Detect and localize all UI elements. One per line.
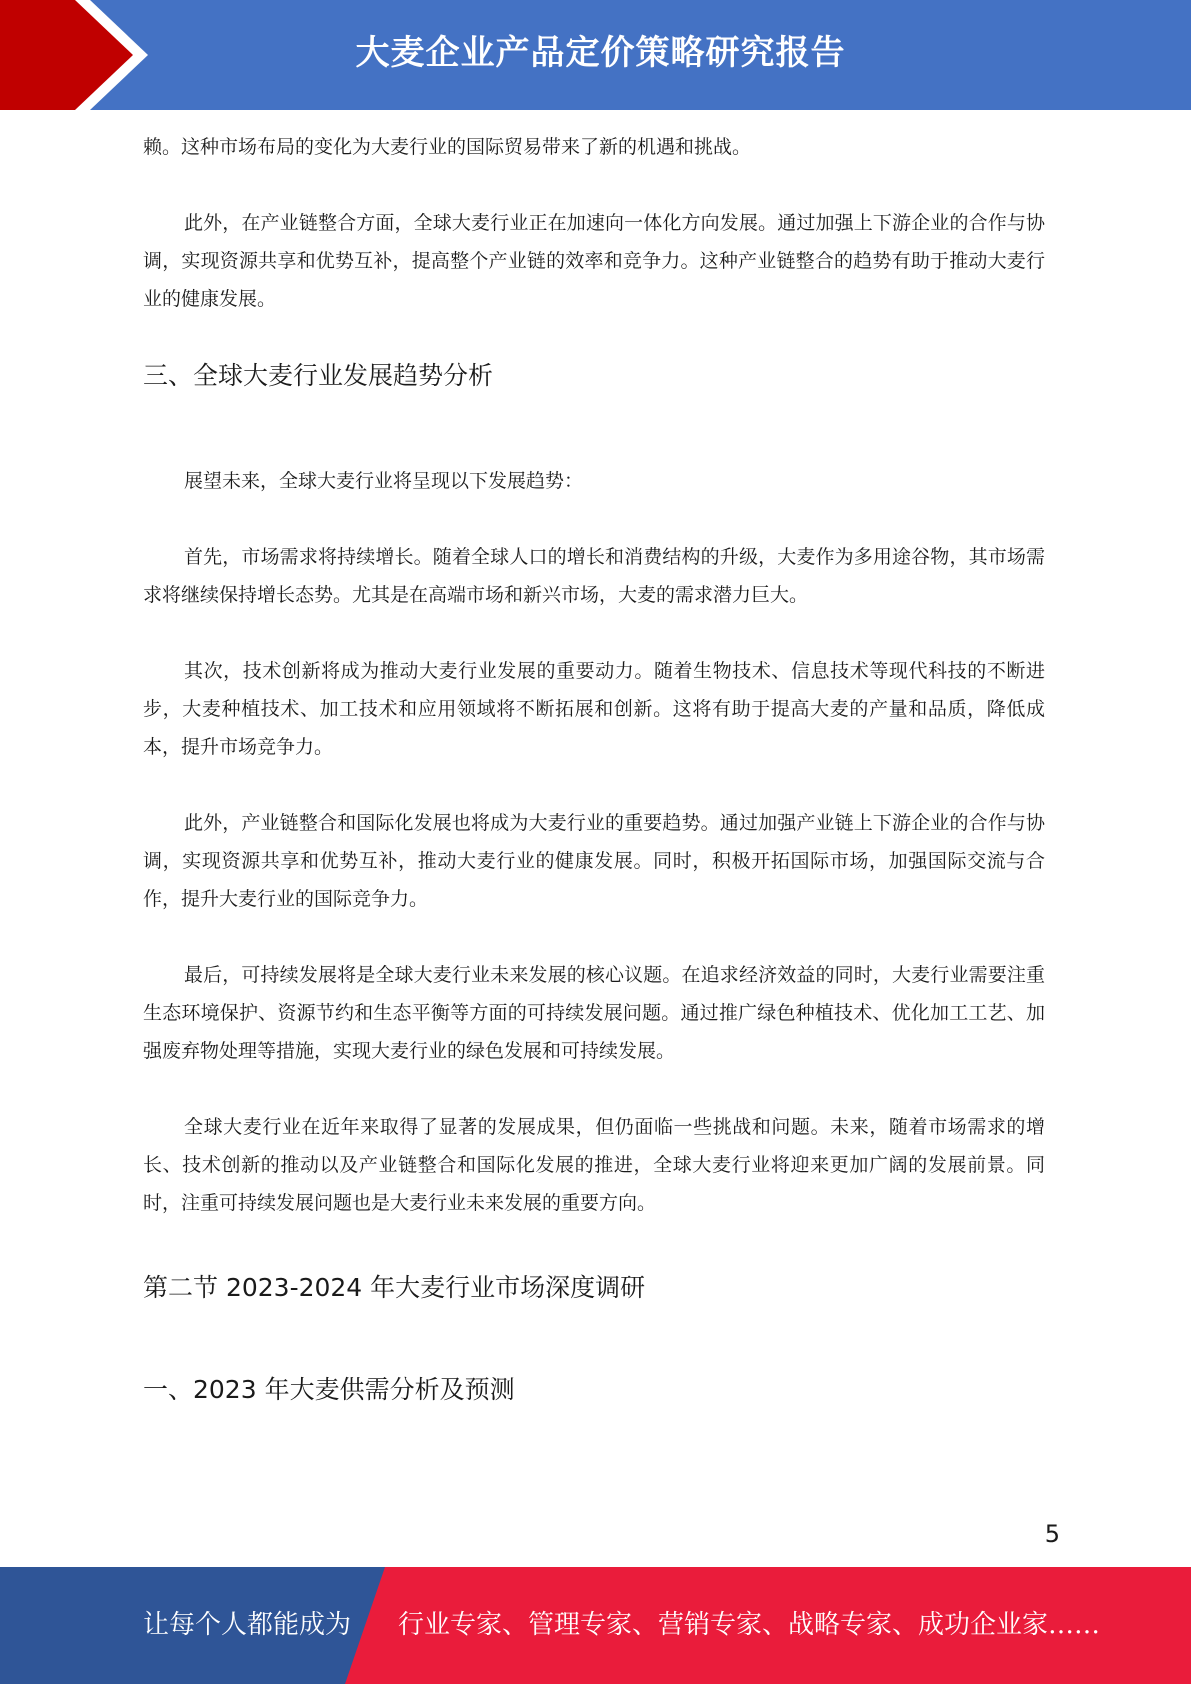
- paragraph: 全球大麦行业在近年来取得了显著的发展成果，但仍面临一些挑战和问题。未来，随着市场需求的增长、技术创新的推动以及产业链整合和国际化发展的推进，全球大麦行业将迎来更加广阔的发展前景。同时，注重可持续发展问题也是大麦行业未来发展的重要方向。: [143, 1116, 1045, 1214]
- paragraph: 最后，可持续发展将是全球大麦行业未来发展的核心议题。在追求经济效益的同时，大麦行业需要注重生态环境保护、资源节约和生态平衡等方面的可持续发展问题。通过推广绿色种植技术、优化加工工艺、加强废弃物处理等措施，实现大麦行业的绿色发展和可持续发展。: [143, 964, 1045, 1062]
- report-title: 大麦企业产品定价策略研究报告: [355, 33, 846, 73]
- paragraph: 赖。这种市场布局的变化为大麦行业的国际贸易带来了新的机遇和挑战。: [143, 136, 752, 158]
- subsection-heading: 一、2023 年大麦供需分析及预测: [143, 1375, 515, 1404]
- paragraph: 首先，市场需求将持续增长。随着全球人口的增长和消费结构的升级，大麦作为多用途谷物，其市场需求将继续保持增长态势。尤其是在高端市场和新兴市场，大麦的需求潜力巨大。: [143, 546, 1045, 606]
- paragraph: 展望未来，全球大麦行业将呈现以下发展趋势：: [184, 470, 584, 492]
- page-content: [143, 128, 1045, 1410]
- paragraph: 此外，产业链整合和国际化发展也将成为大麦行业的重要趋势。通过加强产业链上下游企业的合作与协调，实现资源共享和优势互补，推动大麦行业的健康发展。同时，积极开拓国际市场，加强国际交流与合作，提升大麦行业的国际竞争力。: [143, 812, 1045, 910]
- section-heading: 三、全球大麦行业发展趋势分析: [143, 361, 494, 390]
- paragraph: 其次，技术创新将成为推动大麦行业发展的重要动力。随着生物技术、信息技术等现代科技的不断进步，大麦种植技术、加工技术和应用领域将不断拓展和创新。这将有助于提高大麦的产量和品质，降低成本，提升市场竞争力。: [143, 660, 1045, 758]
- paragraph: 此外，在产业链整合方面，全球大麦行业正在加速向一体化方向发展。通过加强上下游企业的合作与协调，实现资源共享和优势互补，提高整个产业链的效率和竞争力。这种产业链整合的趋势有助于推动大麦行业的健康发展。: [143, 212, 1045, 310]
- page-number: 5: [1044, 1520, 1060, 1548]
- page-footer: [0, 1567, 1191, 1684]
- footer-slogan-left: 让每个人都能成为: [143, 1610, 352, 1640]
- page-header: [0, 0, 1191, 110]
- chapter-heading: 第二节 2023-2024 年大麦行业市场深度调研: [143, 1273, 646, 1302]
- footer-slogan-right: 行业专家、管理专家、营销专家、战略专家、成功企业家……: [398, 1610, 1101, 1640]
